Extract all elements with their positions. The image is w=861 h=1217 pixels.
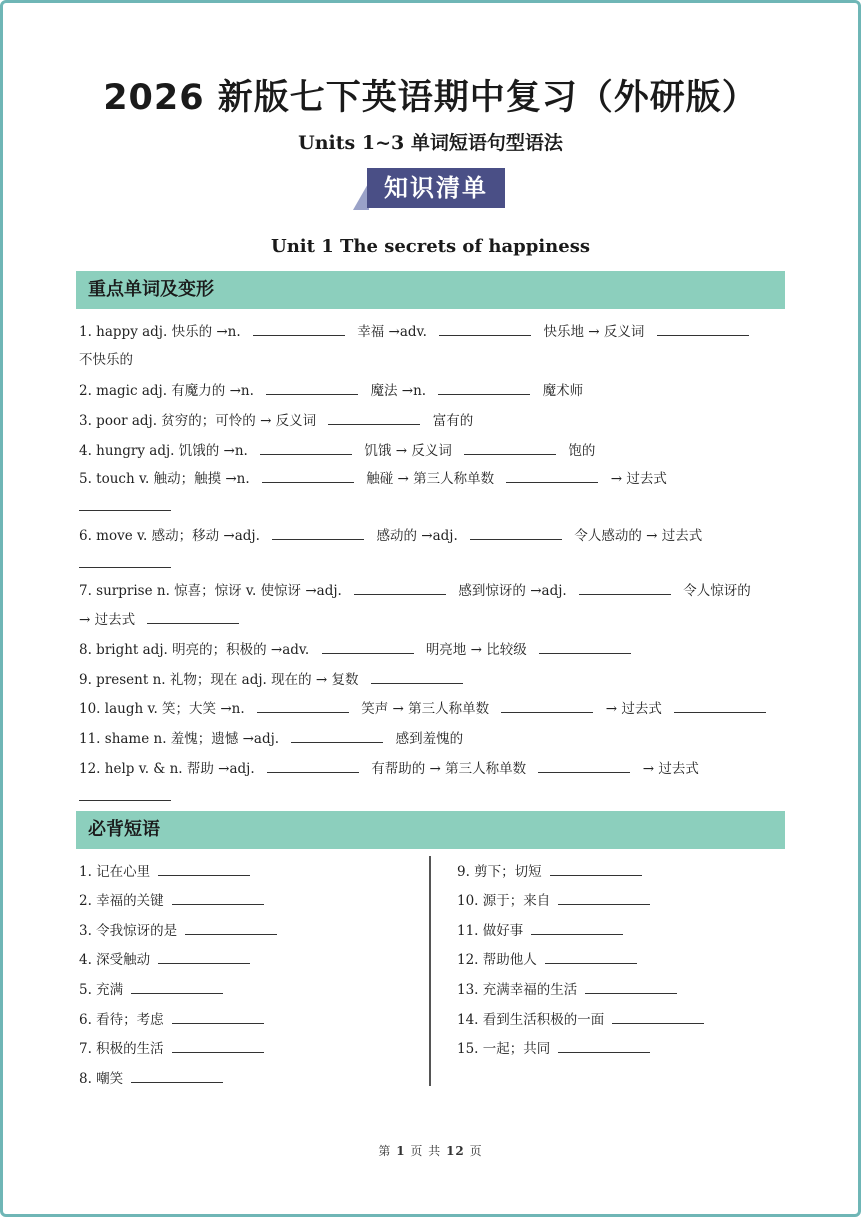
footer-text: 页: [469, 1144, 483, 1158]
vocab-text: 11. shame n. 羞愧；遗憾 →adj.: [79, 731, 280, 747]
answer-blank[interactable]: [291, 728, 383, 743]
answer-blank[interactable]: [612, 1009, 704, 1024]
vocab-text: 有帮助的 → 第三人称单数: [371, 761, 527, 777]
answer-blank[interactable]: [172, 1009, 264, 1024]
vocab-text: 10. laugh v. 笑；大笑 →n.: [79, 701, 245, 717]
phrase-item: [457, 860, 650, 880]
vocab-item-4: [79, 439, 595, 459]
vocab-text: 感到惊讶的 →adj.: [458, 583, 567, 599]
main-title: 2026 新版七下英语期中复习（外研版）: [103, 78, 758, 118]
vocab-item-2: [79, 379, 583, 399]
phrase-text: 6. 看待；考虑: [79, 1012, 164, 1028]
phrase-text: 10. 源于；来自: [457, 893, 551, 909]
answer-blank[interactable]: [172, 890, 264, 905]
answer-blank[interactable]: [531, 920, 623, 935]
answer-blank[interactable]: [131, 979, 223, 994]
sub-title: Units 1~3 单词短语句型语法: [298, 132, 563, 154]
vocab-item-6-cont: [79, 553, 179, 572]
phrases-section-header: 必背短语: [76, 811, 785, 849]
answer-blank[interactable]: [550, 861, 642, 876]
vocab-text: 感到羞愧的: [395, 731, 464, 747]
footer-text: 第: [378, 1144, 392, 1158]
vocab-item-11: [79, 727, 463, 747]
vocab-item-12: [79, 757, 699, 777]
answer-blank[interactable]: [253, 321, 345, 336]
answer-blank[interactable]: [79, 496, 171, 511]
total-pages: 12: [446, 1144, 465, 1158]
phrase-item: [457, 948, 645, 968]
vocab-text: 快乐地 → 反义词: [543, 324, 645, 340]
phrase-text: 7. 积极的生活: [79, 1041, 164, 1057]
vocab-text: 12. help v. & n. 帮助 →adj.: [79, 761, 255, 777]
answer-blank[interactable]: [185, 920, 277, 935]
phrase-item: [79, 1008, 272, 1028]
vocab-text: 2. magic adj. 有魔力的 →n.: [79, 383, 254, 399]
vocab-item-7-cont: [79, 608, 247, 628]
vocab-text: 9. present n. 礼物；现在 adj. 现在的 → 复数: [79, 672, 359, 688]
column-divider: [429, 856, 431, 1086]
page-footer: [0, 1142, 861, 1159]
vocab-item-7: [79, 579, 751, 599]
vocab-text: → 过去式: [610, 471, 667, 487]
vocab-item-9: [79, 668, 471, 688]
page-number: 1: [396, 1144, 406, 1158]
vocab-text: 令人惊讶的: [683, 583, 751, 599]
answer-blank[interactable]: [545, 949, 637, 964]
answer-blank[interactable]: [79, 786, 171, 801]
vocab-text: 触碰 → 第三人称单数: [366, 471, 495, 487]
phrase-item: [457, 1008, 712, 1028]
footer-text: 页 共: [410, 1144, 442, 1158]
vocab-item-3: [79, 409, 473, 429]
vocab-item-8: [79, 638, 639, 658]
answer-blank[interactable]: [585, 979, 677, 994]
phrase-item: [79, 919, 285, 939]
unit-title: Unit 1 The secrets of happiness: [271, 236, 590, 257]
phrase-text: 8. 嘲笑: [79, 1071, 124, 1087]
answer-blank[interactable]: [558, 890, 650, 905]
answer-blank[interactable]: [328, 410, 420, 425]
phrase-text: 13. 充满幸福的生活: [457, 982, 578, 998]
vocab-text: 4. hungry adj. 饥饿的 →n.: [79, 443, 248, 459]
phrase-text: 4. 深受触动: [79, 952, 151, 968]
vocab-text: → 过去式: [642, 761, 699, 777]
phrase-item: [457, 919, 631, 939]
vocab-text: → 过去式: [79, 612, 136, 628]
vocab-text: 魔术师: [542, 383, 584, 399]
answer-blank[interactable]: [147, 609, 239, 624]
vocab-text: 魔法 →n.: [370, 383, 427, 399]
vocab-item-10: [79, 697, 774, 717]
answer-blank[interactable]: [371, 669, 463, 684]
answer-blank[interactable]: [470, 525, 562, 540]
vocab-text: 令人感动的 → 过去式: [574, 528, 703, 544]
answer-blank[interactable]: [322, 639, 414, 654]
answer-blank[interactable]: [158, 949, 250, 964]
phrase-item: [457, 889, 658, 909]
phrase-item: [457, 978, 685, 998]
answer-blank[interactable]: [172, 1038, 264, 1053]
vocab-text: → 过去式: [605, 701, 662, 717]
phrase-text: 1. 记在心里: [79, 864, 151, 880]
phrase-item: [79, 1037, 272, 1057]
vocab-text: 饱的: [568, 443, 596, 459]
vocab-text: 7. surprise n. 惊喜；惊讶 v. 使惊讶 →adj.: [79, 583, 342, 599]
vocab-item-1: [79, 320, 757, 340]
vocab-section-header: 重点单词及变形: [76, 271, 785, 309]
answer-blank[interactable]: [266, 380, 358, 395]
vocab-text: 感动的 →adj.: [376, 528, 458, 544]
phrase-text: 5. 充满: [79, 982, 124, 998]
phrase-text: 11. 做好事: [457, 923, 524, 939]
answer-blank[interactable]: [439, 321, 531, 336]
phrase-item: [79, 948, 258, 968]
answer-blank[interactable]: [267, 758, 359, 773]
phrase-text: 14. 看到生活积极的一面: [457, 1012, 605, 1028]
answer-blank[interactable]: [272, 525, 364, 540]
phrase-text: 15. 一起；共同: [457, 1041, 551, 1057]
vocab-text: 笑声 → 第三人称单数: [361, 701, 490, 717]
answer-blank[interactable]: [262, 468, 354, 483]
phrase-text: 9. 剪下；切短: [457, 864, 542, 880]
vocab-text: 8. bright adj. 明亮的；积极的 →adv.: [79, 642, 310, 658]
answer-blank[interactable]: [501, 698, 593, 713]
answer-blank[interactable]: [257, 698, 349, 713]
answer-blank[interactable]: [674, 698, 766, 713]
phrase-item: [79, 978, 231, 998]
phrase-item: [79, 889, 272, 909]
vocab-text: 幸福 →adv.: [357, 324, 427, 340]
answer-blank[interactable]: [438, 380, 530, 395]
vocab-text: 6. move v. 感动；移动 →adj.: [79, 528, 260, 544]
vocab-text: 明亮地 → 比较级: [425, 642, 527, 658]
answer-blank[interactable]: [158, 861, 250, 876]
vocab-item-1-cont: 不快乐的: [79, 352, 133, 368]
vocab-item-5-cont: [79, 496, 179, 515]
vocab-text: 5. touch v. 触动；触摸 →n.: [79, 471, 250, 487]
vocab-item-6: [79, 524, 702, 544]
badge-label: 知识清单: [367, 168, 505, 208]
phrase-item: [79, 1067, 231, 1087]
answer-blank[interactable]: [464, 440, 556, 455]
answer-blank[interactable]: [657, 321, 749, 336]
knowledge-badge: [353, 168, 508, 210]
phrase-text: 2. 幸福的关键: [79, 893, 164, 909]
phrase-item: [79, 860, 258, 880]
vocab-text: 3. poor adj. 贫穷的；可怜的 → 反义词: [79, 413, 317, 429]
phrase-text: 12. 帮助他人: [457, 952, 537, 968]
vocab-text: 饥饿 → 反义词: [364, 443, 452, 459]
vocab-text: 富有的: [432, 413, 474, 429]
answer-blank[interactable]: [539, 639, 631, 654]
answer-blank[interactable]: [538, 758, 630, 773]
answer-blank[interactable]: [260, 440, 352, 455]
answer-blank[interactable]: [506, 468, 598, 483]
vocab-item-12-cont: [79, 786, 179, 805]
answer-blank[interactable]: [131, 1068, 223, 1083]
vocab-text: 1. happy adj. 快乐的 →n.: [79, 324, 241, 340]
answer-blank[interactable]: [354, 580, 446, 595]
vocab-item-5: [79, 467, 667, 487]
answer-blank[interactable]: [558, 1038, 650, 1053]
phrase-item: [457, 1037, 658, 1057]
phrase-text: 3. 令我惊讶的是: [79, 923, 178, 939]
answer-blank[interactable]: [579, 580, 671, 595]
answer-blank[interactable]: [79, 553, 171, 568]
